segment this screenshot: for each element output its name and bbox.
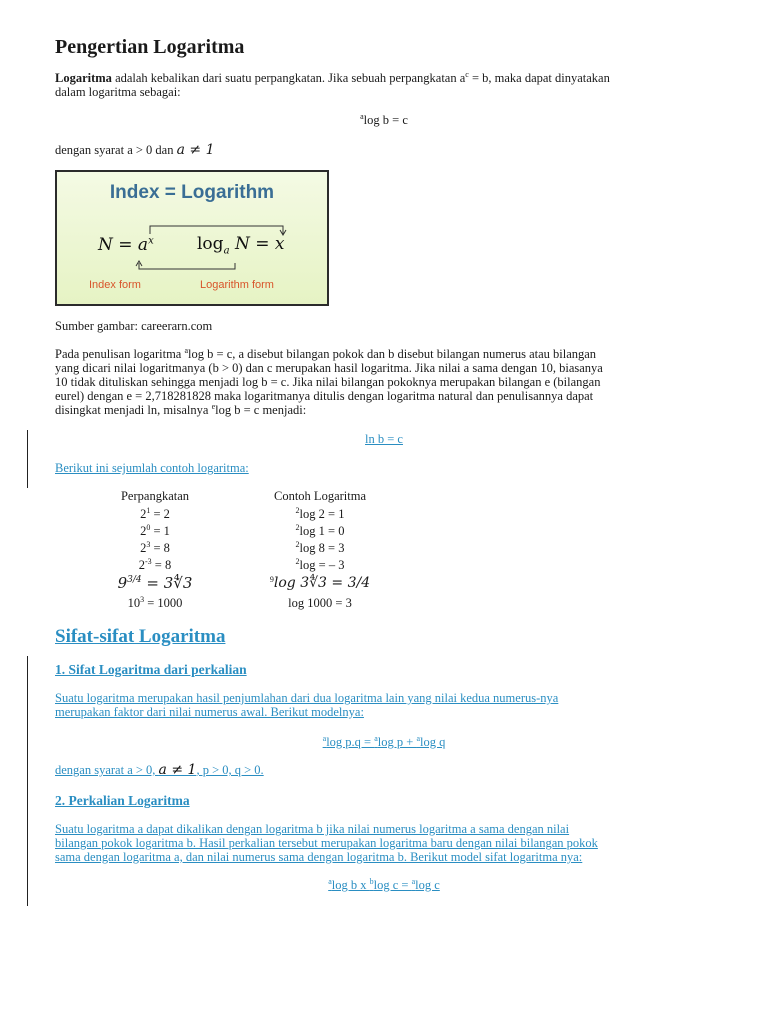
section-heading-sifat[interactable]: Sifat-sifat Logaritma (55, 626, 226, 647)
formula-text: log b x (331, 878, 370, 892)
row-rest: = 3∜3 (141, 574, 193, 592)
condition-text: dengan syarat a > 0 dan (55, 143, 177, 157)
formula-text: log c (415, 878, 440, 892)
formula-text: log q (420, 735, 446, 749)
condition-text: , p > 0, q > 0. (196, 763, 264, 777)
sub1-condition[interactable] (55, 763, 725, 777)
condition-line (55, 143, 725, 157)
formula-sup: a (328, 876, 332, 886)
page-title: Pengertian Logaritma (55, 36, 245, 58)
sub2-line-1: Suatu logaritma a dapat dikalikan dengan logaritma b jika nilai numerus logaritma a sama dengan nilai (55, 822, 570, 836)
sub1-paragraph[interactable] (55, 691, 725, 719)
figure-caption-logarithm: Logarithm form (200, 279, 274, 291)
formula-text: log p.q = (326, 735, 375, 749)
explanation-paragraph (55, 347, 725, 417)
intro-line-1 (55, 71, 725, 85)
row-base: 2 (138, 558, 145, 572)
figure-index-equation (98, 235, 154, 255)
row-rest: = 1000 (144, 596, 183, 610)
sub2-line-3: sama dengan logaritma a, dan nilai numerus sama dengan logaritma b. Berikut model sifat logaritma nya: (55, 850, 583, 864)
row-base: 10 (127, 596, 141, 610)
row-exp: 3 (140, 594, 145, 604)
row-exp: 0 (146, 522, 151, 532)
figure-log-sub: a (223, 245, 230, 257)
image-source: Sumber gambar: careerarn.com (55, 319, 213, 333)
examples-intro[interactable]: Berikut ini sejumlah contoh logaritma: (55, 461, 249, 475)
table-row (95, 524, 215, 539)
sub2-formula[interactable] (0, 878, 768, 893)
table-row (95, 507, 215, 522)
table-row (255, 507, 385, 522)
formula-definition (0, 113, 768, 128)
formula-sup: a (322, 733, 327, 743)
sub2-paragraph[interactable] (55, 822, 725, 864)
row-exp: 1 (146, 505, 151, 515)
subheading-perkalian[interactable]: 1. Sifat Logaritma dari perkalian (55, 662, 247, 677)
row-log-text: log 1000 = 3 (288, 596, 352, 610)
sub1-line-2: merupakan faktor dari nilai numerus awal. Berikut modelnya: (55, 705, 364, 719)
figure-title: Index = Logarithm (109, 182, 275, 203)
row-exp: -3 (145, 556, 152, 566)
row-exp: 3 (146, 539, 151, 549)
figure-caption-index: Index form (89, 279, 141, 291)
row-log-sup: 2 (295, 556, 300, 566)
para-text: Pada penulisan logaritma (55, 347, 185, 361)
intro-line-2: dalam logaritma sebagai: (55, 85, 181, 99)
para-sup: e (211, 401, 216, 411)
table-row (255, 575, 385, 591)
formula-text: log c = (373, 878, 412, 892)
figure-log-rest: N = x (234, 234, 285, 254)
para-sup: a (184, 345, 189, 355)
sub1-line-1: Suatu logaritma merupakan hasil penjumlahan dari dua logaritma lain yang nilai kedua numerus-nya (55, 691, 559, 705)
row-log-sup: 2 (295, 522, 300, 532)
row-log-text: log 1 = 0 (299, 524, 345, 538)
para-line-1 (55, 347, 725, 361)
sub1-formula[interactable] (0, 735, 768, 750)
figure-index-eq-text: N = a (98, 235, 149, 255)
figure-log-equation (197, 234, 284, 256)
table-row (255, 524, 385, 539)
row-base: 2 (140, 507, 147, 521)
row-rest: = 1 (150, 524, 170, 538)
table-header-power: Perpangkatan (120, 489, 190, 503)
condition-math: a ≠ 1 (158, 762, 197, 778)
para-text: disingkat menjadi ln, misalnya (55, 403, 212, 417)
figure-log-text: log (197, 234, 224, 254)
subheading-perkalian-logaritma[interactable]: 2. Perkalian Logaritma (55, 793, 190, 808)
row-log-text: log = – 3 (299, 558, 345, 572)
row-base: 2 (140, 541, 147, 555)
formula-sup: a (360, 111, 364, 121)
row-base: 2 (140, 524, 147, 538)
row-log-sup: 2 (295, 539, 300, 549)
ln-formula[interactable]: ln b = c (365, 432, 403, 446)
para-line-5 (55, 403, 725, 417)
figure-index-eq-sup: x (148, 235, 154, 247)
row-log-sup: 2 (295, 505, 300, 515)
row-log-text: log 2 = 1 (299, 507, 345, 521)
row-exp: 3/4 (127, 575, 142, 585)
intro-text-2: = b, maka dapat dinyatakan (468, 71, 610, 85)
row-log-sup: 9 (269, 574, 274, 584)
para-line-3: 10 tidak dituliskan sehingga menjadi log b = c. Jika nilai bilangan pokoknya merupakan bilangan e (bilangan (55, 375, 601, 389)
row-rest: = 2 (150, 507, 170, 521)
intro-sup: c (465, 69, 469, 79)
intro-paragraph (55, 71, 725, 99)
table-row (95, 541, 215, 556)
intro-text: adalah kebalikan dari suatu perpangkatan. Jika sebuah perpangkatan a (111, 71, 466, 85)
table-row (255, 541, 385, 556)
para-line-2: yang dicari nilai logaritmanya (b > 0) dan c merupakan hasil logaritma. Jika nilai a sama dengan 10, biasanya (55, 361, 603, 375)
row-log-text: log 3∜3 = 3/4 (273, 575, 371, 591)
row-rest: = 8 (151, 558, 172, 572)
row-base: 9 (117, 574, 128, 592)
formula-text: log b = c (363, 113, 408, 127)
formula-sup: a (374, 733, 378, 743)
table-row (95, 574, 215, 592)
table-header-log: Contoh Logaritma (274, 489, 366, 503)
condition-text: dengan syarat a > 0, (55, 763, 159, 777)
table-row (95, 596, 215, 611)
intro-bold: Logaritma (55, 71, 112, 85)
row-log-text: log 8 = 3 (299, 541, 345, 555)
para-text: log b = c, a disebut bilangan pokok dan b disebut bilangan numerus atau bilangan (188, 347, 597, 361)
revision-bar (27, 656, 28, 906)
table-row (255, 596, 385, 611)
para-line-4: eurel) dengan e = 2,718281828 maka logaritmanya ditulis dengan logaritma natural dan penulisannya dapat (55, 389, 594, 403)
para-text: log b = c menjadi: (215, 403, 307, 417)
formula-text: log p + (377, 735, 417, 749)
formula-sup: a (416, 733, 420, 743)
table-row (255, 558, 385, 573)
condition-math: a ≠ 1 (176, 142, 215, 158)
sub2-line-2: bilangan pokok logaritma b. Hasil perkalian tersebut merupakan logaritma baru dengan nilai bilangan pokok (55, 836, 598, 850)
row-rest: = 8 (150, 541, 170, 555)
index-logarithm-figure (55, 170, 329, 306)
table-row (95, 558, 215, 573)
formula-sup: b (369, 876, 374, 886)
formula-sup: a (411, 876, 416, 886)
